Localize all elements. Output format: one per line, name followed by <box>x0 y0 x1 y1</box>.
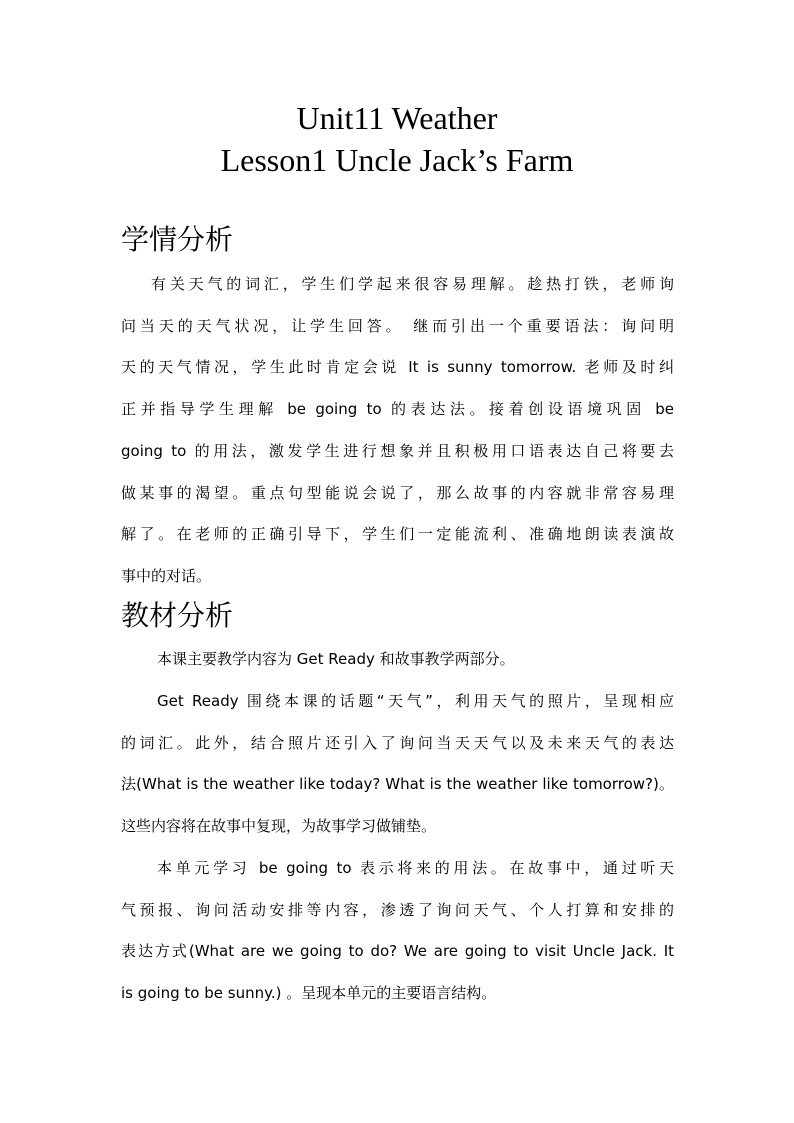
paragraph-line: 气预报、询问活动安排等内容，渗透了询问天气、个人打算和安排的 <box>121 901 674 919</box>
unit-title: Unit11 Weather <box>296 100 498 136</box>
paragraph-line: 本课主要教学内容为 Get Ready 和故事教学两部分。 <box>157 650 515 668</box>
paragraph-line: 的词汇。此外，结合照片还引入了询问当天天气以及未来天气的表达 <box>121 734 674 752</box>
paragraph-line: 有关天气的词汇，学生们学起来很容易理解。趁热打铁，老师询 <box>151 275 674 293</box>
paragraph-line: 本单元学习 be going to 表示将来的用法。在故事中，通过听天 <box>157 859 674 877</box>
paragraph-line: 做某事的渴望。重点句型能说会说了，那么故事的内容就非常容易理 <box>121 484 674 502</box>
paragraph-line: going to 的用法，激发学生进行想象并且积极用口语表达自己将要去 <box>121 442 674 460</box>
paragraph-line: 解了。在老师的正确引导下，学生们一定能流利、准确地朗读表演故 <box>121 525 674 543</box>
paragraph-line: 这些内容将在故事中复现，为故事学习做铺垫。 <box>121 817 437 835</box>
lesson-title: Lesson1 Uncle Jack’s Farm <box>220 142 574 178</box>
paragraph-line: 表达方式(What are we going to do? We are going to visit Uncle Jack. It <box>121 942 674 960</box>
paragraph-line: 问当天的天气状况，让学生回答。 继而引出一个重要语法：询问明 <box>121 317 674 335</box>
paragraph-line: 事中的对话。 <box>121 567 212 585</box>
paragraph-line: 正并指导学生理解 be going to 的表达法。接着创设语境巩固 be <box>121 400 674 418</box>
paragraph-line: 法(What is the weather like today? What is the weather like tomorrow?)。 <box>121 775 674 793</box>
paragraph-line: 天的天气情况，学生此时肯定会说 It is sunny tomorrow. 老师及时纠 <box>121 358 674 376</box>
paragraph-line: Get Ready 围绕本课的话题“天气”，利用天气的照片，呈现相应 <box>157 692 674 710</box>
section-heading-student-analysis: 学情分析 <box>121 223 234 256</box>
section-heading-material-analysis: 教材分析 <box>121 599 234 632</box>
paragraph-line: is going to be sunny.) 。呈现本单元的主要语言结构。 <box>121 984 497 1002</box>
